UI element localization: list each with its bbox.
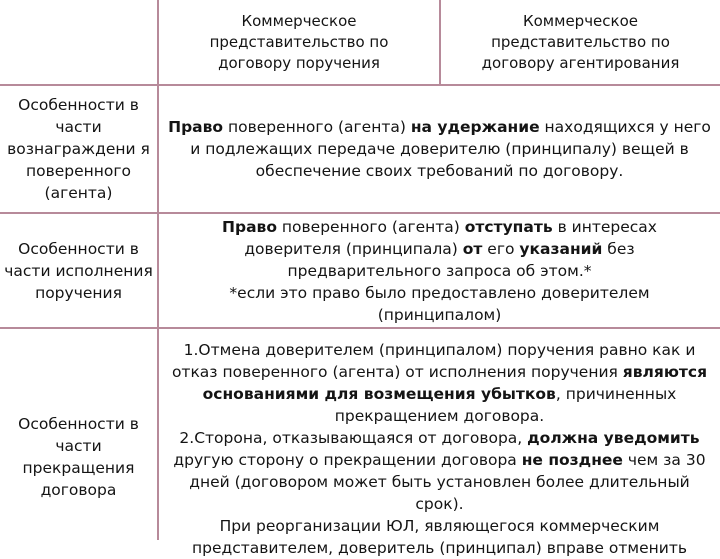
row-content-termination <box>159 329 720 557</box>
termination-text <box>167 339 712 559</box>
row-content-execution <box>159 214 720 327</box>
termination-reorganization: При реорганизации ЮЛ, являющегося коммерческим представителем, доверитель (принципал) вправе отменить <box>191 517 688 557</box>
termination-point-2: 2.Сторона, отказывающаяся от договора, должна уведомить другую сторону о прекращении договора не позднее чем за 30 дней (договором может быть установлен более длительный срок). <box>173 429 706 513</box>
row-content-remuneration <box>159 86 720 212</box>
header-agency-agreement: Коммерческое представительство по договору агентирования <box>481 11 680 72</box>
remuneration-text: Право поверенного (агента) на удержание находящихся у него и подлежащих передаче доверителю (принципалу) вещей в обеспечение своих требований по договору. <box>168 118 711 180</box>
execution-text: Право поверенного (агента) отступать в интересах доверителя (принципала) от его указаний без предварительного запроса об этом.* <box>222 217 657 280</box>
row-label-remuneration: Особенности в части вознаграждени я поверенного (агента) <box>7 96 150 202</box>
header-commission-agreement: Коммерческое представительство по договору поручения <box>209 11 389 72</box>
execution-footnote: *если это право было предоставлено доверителем (принципалом) <box>229 283 650 324</box>
termination-point-1: 1.Отмена доверителем (принципалом) поручения равно как и отказ поверенного (агента) от исполнения поручения являются основаниями для возмещения убытков, причиненных прекращением договора. <box>171 341 708 425</box>
row-label-execution: Особенности в части исполнения поручения <box>4 239 153 302</box>
row-label-termination: Особенности в части прекращения договора <box>18 415 139 499</box>
